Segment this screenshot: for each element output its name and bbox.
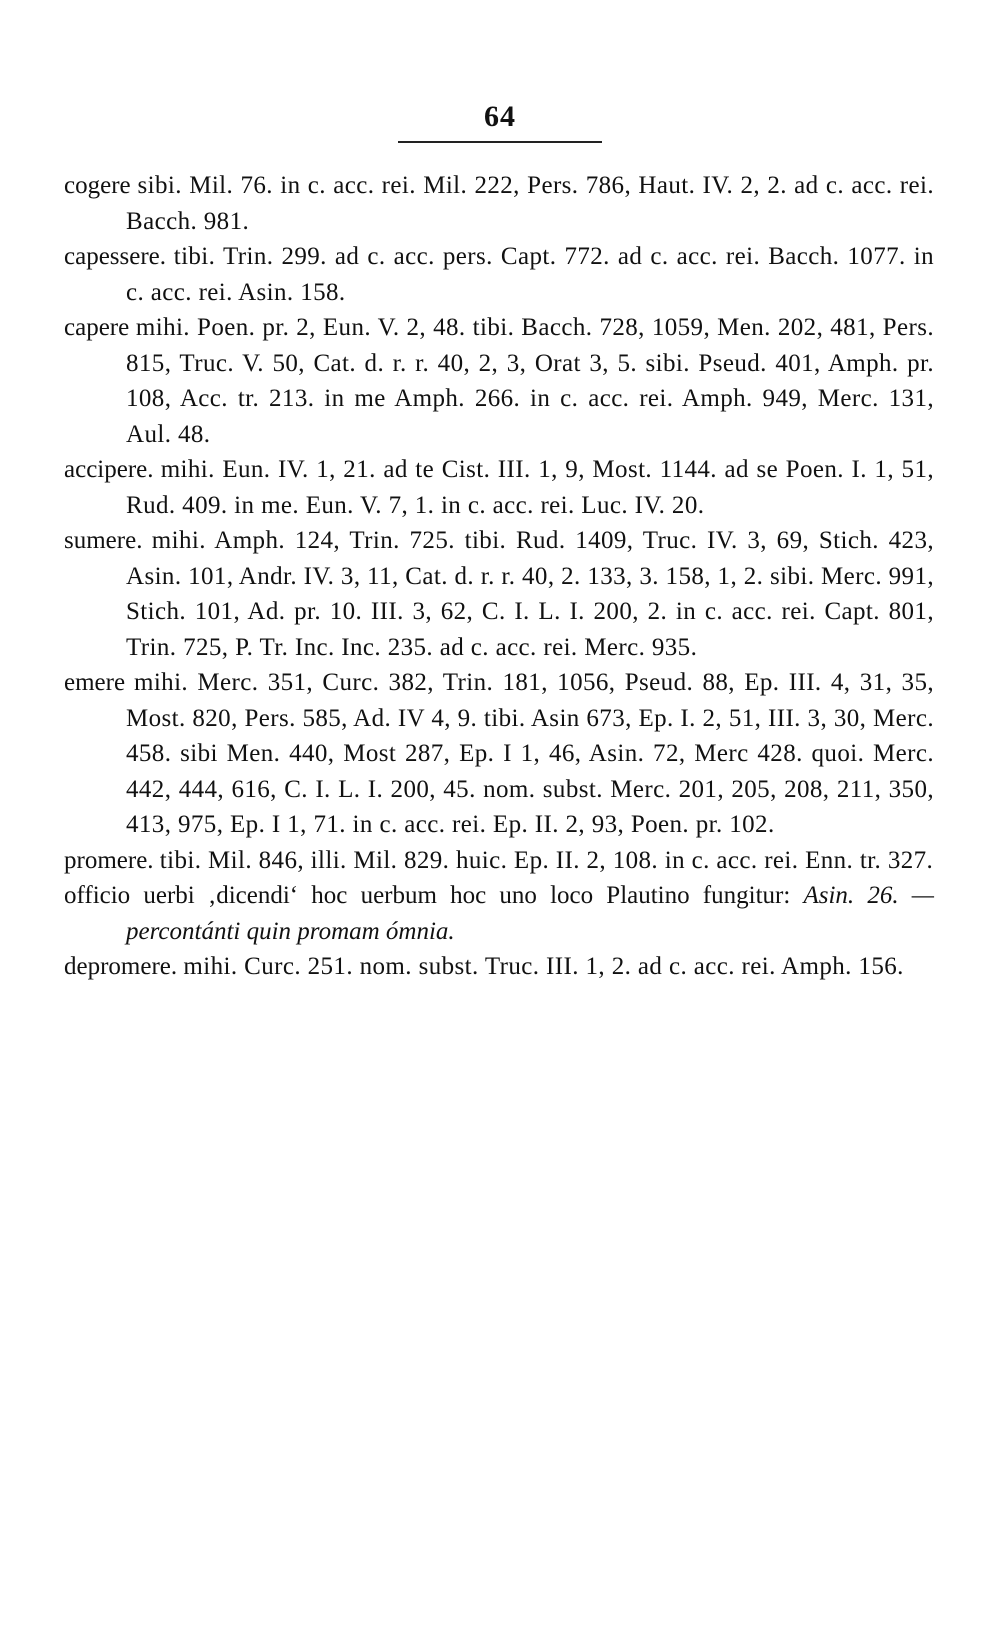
- entry-text: tibi. Mil. 846, illi. Mil. 829. huic. Ep. II. 2, 108. in c. acc. rei. Enn. tr. 327.: [159, 846, 934, 874]
- entry-text: mihi. Curc. 251. nom. subst. Truc. III. 1, 2. ad c. acc. rei. Amph. 156.: [183, 953, 904, 980]
- entry-sumere: [64, 523, 934, 665]
- entry-headword: accipere.: [64, 456, 154, 483]
- entry-capessere: [64, 239, 934, 310]
- entry-text: mihi. Eun. IV. 1, 21. ad te Cist. III. 1, 9, Most. 1144. ad se Poen. I. 1, 51, Rud. 409. in me. Eun. V. 7, 1. in c. acc. rei. Luc. IV. 20.: [126, 456, 934, 519]
- entry-cogere: [64, 168, 934, 239]
- entry-quote: Asin. 26. — percontánti quin promam ómnia.: [126, 882, 935, 945]
- entry-text: mihi. Poen. pr. 2, Eun. V. 2, 48. tibi. Bacch. 728, 1059, Men. 202, 481, Pers. 815, Truc. V. 50, Cat. d. r. r. 40, 2, 3, Orat 3, 5. sibi. Pseud. 401, Amph. pr. 108, Acc. tr. 213. in me Amph. 266. in c. acc. rei. Amph. 949, Merc. 131, Aul. 48.: [126, 314, 934, 448]
- entry-depromere: [64, 949, 934, 985]
- page-number: 64: [484, 100, 516, 133]
- entry-officio-note: [64, 878, 934, 949]
- entry-accipere: [64, 452, 934, 523]
- header-rule: [398, 141, 602, 143]
- entry-text: sibi. Mil. 76. in c. acc. rei. Mil. 222, Pers. 786, Haut. IV. 2, 2. ad c. acc. rei. Bacch. 981.: [126, 172, 934, 235]
- entry-text: mihi. Amph. 124, Trin. 725. tibi. Rud. 1409, Truc. IV. 3, 69, Stich. 423, Asin. 101, Andr. IV. 3, 11, Cat. d. r. r. 40, 2. 133, 3. 158, 1, 2. sibi. Merc. 991, Stich. 101, Ad. pr. 10. III. 3, 62, C. I. L. I. 200, 2. in c. acc. rei. Capt. 801, Trin. 725, P. Tr. Inc. Inc. 235. ad c. acc. rei. Merc. 935.: [126, 527, 934, 661]
- entry-headword: capere: [64, 314, 130, 341]
- entry-headword: depromere.: [64, 953, 178, 980]
- entry-headword: sumere.: [64, 527, 143, 554]
- entry-emere: [64, 665, 934, 843]
- entry-text: tibi. Trin. 299. ad c. acc. pers. Capt. 772. ad c. acc. rei. Bacch. 1077. in c. acc. rei. Asin. 158.: [126, 243, 934, 306]
- entry-headword: promere.: [64, 846, 154, 874]
- entry-headword: officio uerbi ‚dicendi‘ hoc uerbum hoc uno loco Plautino fungitur:: [64, 882, 791, 909]
- entry-text: mihi. Merc. 351, Curc. 382, Trin. 181, 1056, Pseud. 88, Ep. III. 4, 31, 35, Most. 820, Pers. 585, Ad. IV 4, 9. tibi. Asin 673, Ep. I. 2, 51, III. 3, 30, Merc. 458. sibi Men. 440, Most 287, Ep. I 1, 46, Asin. 72, Merc 428. quoi. Merc. 442, 444, 616, C. I. L. I. 200, 45. nom. subst. Merc. 201, 205, 208, 211, 350, 413, 975, Ep. I 1, 71. in c. acc. rei. Ep. II. 2, 93, Poen. pr. 102.: [126, 669, 934, 838]
- entry-headword: capessere.: [64, 243, 167, 270]
- dictionary-entries: [64, 168, 934, 985]
- entry-headword: emere: [64, 669, 126, 696]
- entry-capere: [64, 310, 934, 452]
- entry-headword: cogere: [64, 172, 131, 199]
- entry-promere: [64, 843, 934, 879]
